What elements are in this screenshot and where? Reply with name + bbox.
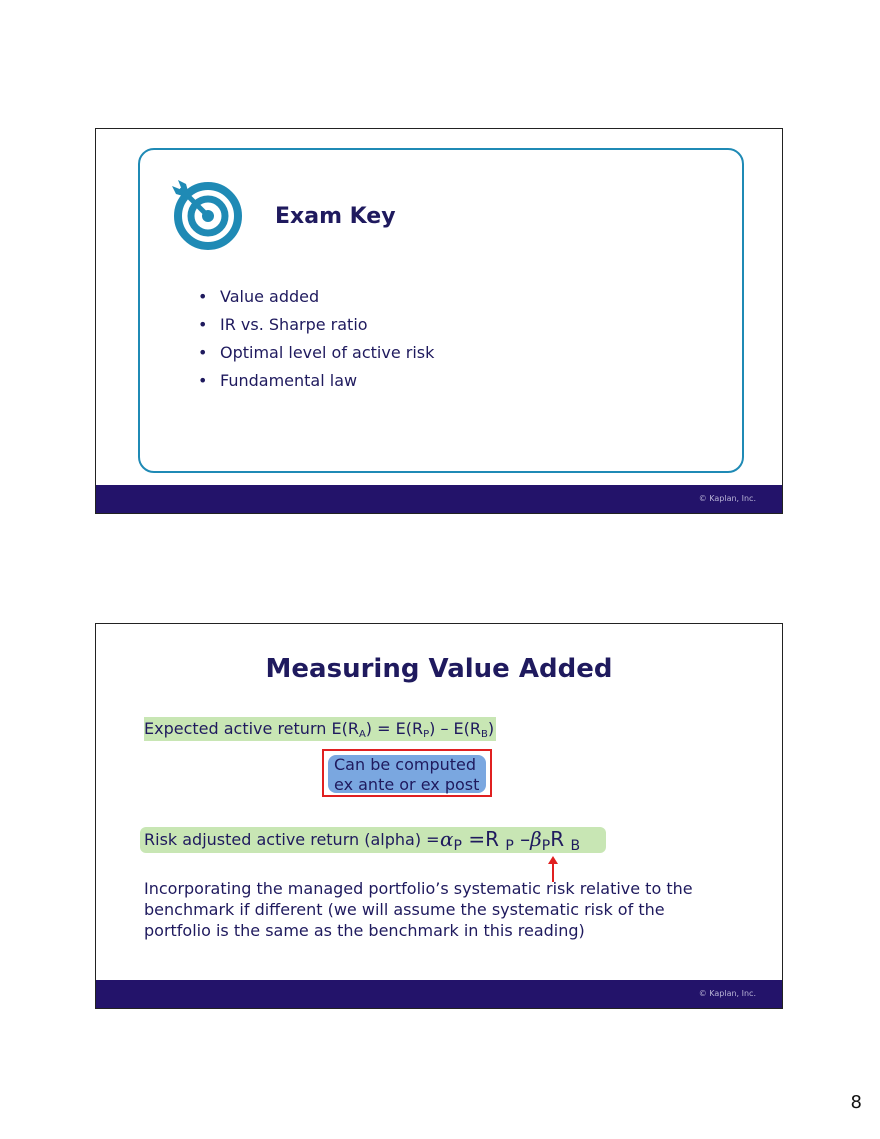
- bullet-item: • IR vs. Sharpe ratio: [198, 311, 434, 339]
- exam-key-title: Exam Key: [275, 204, 396, 229]
- formula-equals: =: [468, 827, 486, 851]
- bullet-item: • Optimal level of active risk: [198, 339, 434, 367]
- exam-key-bullets: [198, 283, 434, 395]
- subscript-b: B: [481, 729, 488, 740]
- subscript-p: P: [423, 729, 430, 740]
- target-icon: [170, 178, 242, 250]
- beta-symbol: β: [530, 827, 542, 851]
- page-number: 8: [850, 1092, 862, 1113]
- explanation-text: Incorporating the managed portfolio’s systematic risk relative to the benchmark if different (we will assume the systematic risk of the portfolio is the same as the benchmark in this reading): [144, 879, 693, 940]
- expected-end: ): [487, 719, 495, 738]
- copyright: © Kaplan, Inc.: [698, 989, 756, 998]
- bullet-item: • Fundamental law: [198, 367, 434, 395]
- subscript-a: A: [358, 729, 366, 740]
- exam-key-box: [138, 148, 744, 473]
- expected-prefix: Expected active return E(R: [144, 719, 359, 738]
- expected-mid1: ) = E(R: [365, 719, 424, 738]
- expected-active-return: [144, 717, 496, 741]
- note-line-1: Can be computed: [334, 755, 477, 774]
- formula-sub-p: P: [541, 838, 551, 854]
- alpha-symbol: α: [440, 827, 454, 851]
- risk-adjusted-return: [140, 827, 606, 853]
- slide-exam-key: [95, 128, 783, 514]
- slide-footer: [96, 980, 782, 1008]
- slide-measuring-value-added: [95, 623, 783, 1009]
- slide-footer: [96, 485, 782, 513]
- formula-sub-b: B: [570, 838, 581, 854]
- slide-title: Measuring Value Added: [265, 654, 613, 684]
- formula-sub-p: P: [453, 838, 462, 854]
- ex-ante-callout: [322, 749, 492, 797]
- bullet-item: • Value added: [198, 283, 434, 311]
- formula-r: R: [485, 827, 499, 851]
- callout-note: [328, 755, 486, 793]
- formula-r: R: [550, 827, 565, 851]
- expected-mid2: ) – E(R: [429, 719, 481, 738]
- formula-minus: –: [520, 827, 531, 851]
- risk-label: Risk adjusted active return (alpha) =: [144, 830, 440, 849]
- note-line-2: ex ante or ex post: [334, 775, 480, 794]
- formula-sub-p: P: [505, 838, 514, 854]
- copyright: © Kaplan, Inc.: [698, 494, 756, 503]
